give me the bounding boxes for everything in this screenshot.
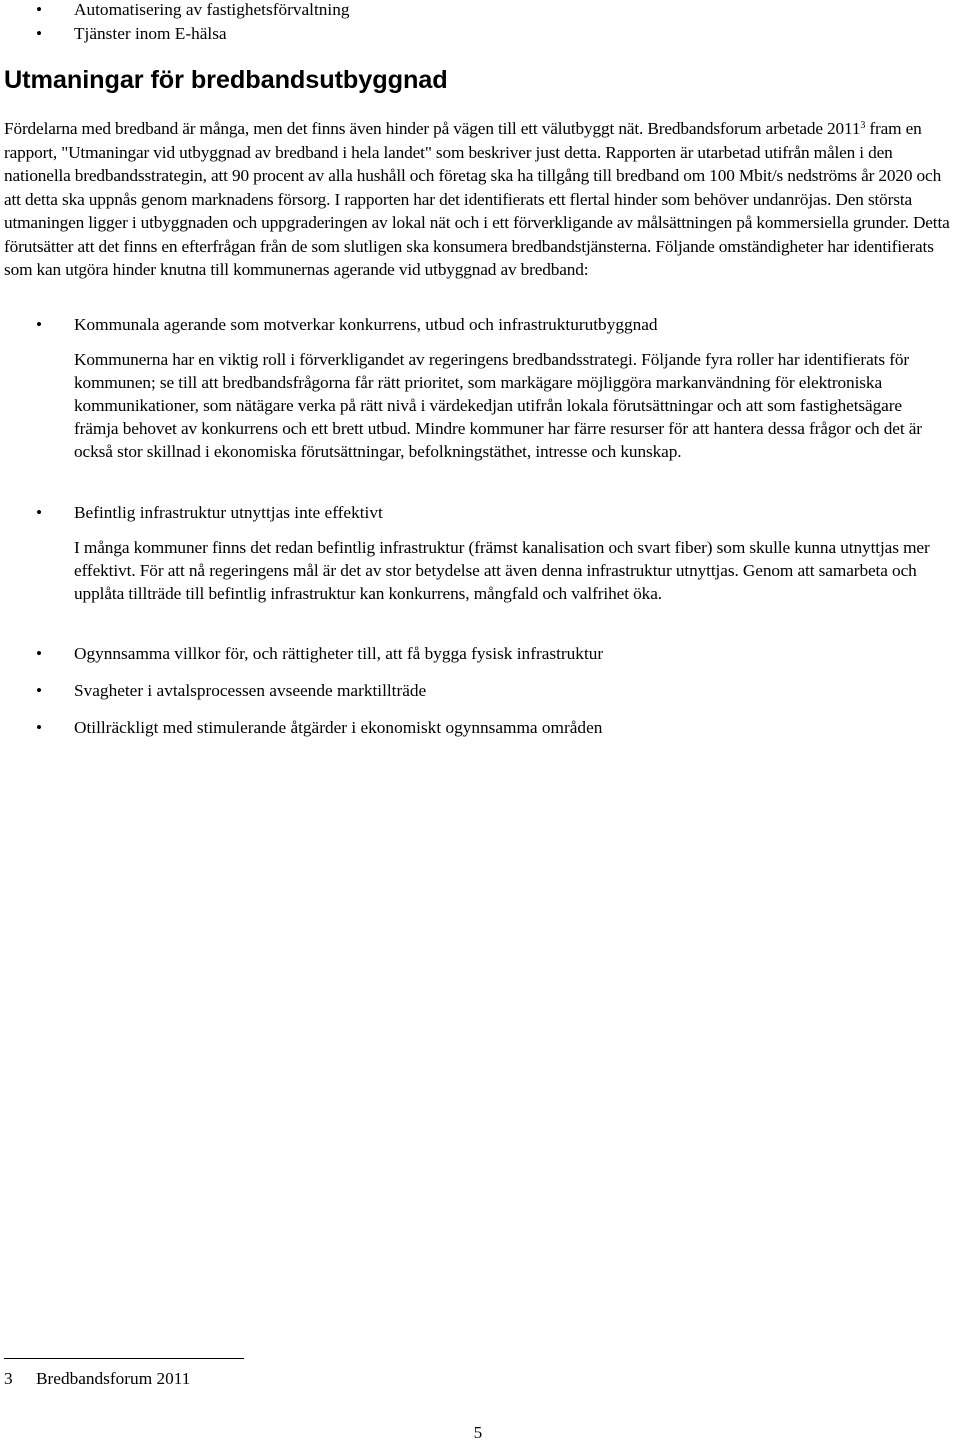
footnote-number: 3 — [4, 1369, 13, 1388]
obstacle-title: • Kommunala agerande som motverkar konkurrens, utbud och infrastrukturutbyggnad — [0, 313, 940, 337]
obstacle-title: • Ogynnsamma villkor för, och rättigheter till, att få bygga fysisk infrastruktur — [0, 642, 940, 666]
footnote — [4, 1367, 190, 1391]
page-number: 5 — [473, 1423, 483, 1442]
section-heading: Utmaningar för bredbandsutbyggnad — [4, 66, 448, 94]
obstacle-description: I många kommuner finns det redan befintlig infrastruktur (främst kanalisation och svart fiber) som skulle kunna utnyttjas mer effektivt. För att nå regeringens mål är det av stor betydelse att även denna infrastruktur utnyttjas. Genom att samarbeta och upplåta tillträde till befintlig infrastruktur kan konkurrens, mångfald och valfrihet öka. — [74, 538, 930, 603]
list-item: • Tjänster inom E-hälsa — [0, 22, 940, 46]
obstacle-item — [0, 313, 940, 463]
footnote-text: Bredbandsforum 2011 — [36, 1369, 191, 1388]
top-bullet-list — [0, 0, 940, 46]
list-item: • Automatisering av fastighetsförvaltning — [0, 0, 940, 22]
obstacle-title: • Befintlig infrastruktur utnyttjas inte effektivt — [0, 501, 940, 525]
footnote-reference: 3 — [860, 120, 866, 131]
obstacle-item — [0, 642, 940, 666]
intro-text-part2: fram en rapport, "Utmaningar vid utbyggnad av bredband i hela landet" som beskriver just detta. Rapporten är utarbetad utifrån målen i den nationella bredbandsstrategin, att 90 procent av alla hushåll och företag ska ha tillgång till bredband om 100 Mbit/s nedströms år 2020 och att detta ska uppnås genom marknadens försorg. I rapporten har det identifierats ett flertal hinder som behöver undanröjas. Den största utmaningen ligger i utbyggnaden och uppgraderingen av lokal nät och i ett förverkligande av målsättningen på kommersiella grunder. Detta förutsätter att det finns en efterfrågan från de som slutligen ska konsumera bredbandstjänsterna. Följande omständigheter har identifierats som kan utgöra hinder knutna till kommunernas agerande vid utbyggnad av bredband: — [4, 119, 950, 279]
obstacle-description: Kommunerna har en viktig roll i förverkligandet av regeringens bredbandsstrategi. Följande fyra roller har identifierats för kommunen; se till att bredbandsfrågorna får rätt prioritet, som markägare möjliggöra markanvändning för elektroniska kommunikationer, som nätägare verka på rätt nivå i värdekedjan utifrån lokala förutsättningar och att som fastighetsägare främja behovet av konkurrens och ett brett utbud. Mindre kommuner har färre resurser för att hantera dessa frågor och det är också stor skillnad i ekonomiska förutsättningar, befolkningstäthet, intresse och kunskap. — [74, 350, 922, 461]
obstacle-title: • Svagheter i avtalsprocessen avseende marktillträde — [0, 679, 940, 703]
intro-text-part1: Fördelarna med bredband är många, men det finns även hinder på vägen till ett välutbyggt nät. Bredbandsforum arbetade 2011 — [4, 119, 861, 138]
obstacle-title: • Otillräckligt med stimulerande åtgärder i ekonomiskt ogynnsamma områden — [0, 716, 940, 740]
obstacle-item — [0, 501, 940, 605]
intro-paragraph — [4, 117, 960, 282]
obstacle-item — [0, 679, 940, 703]
footnote-divider — [4, 1358, 244, 1359]
obstacle-item — [0, 716, 940, 740]
